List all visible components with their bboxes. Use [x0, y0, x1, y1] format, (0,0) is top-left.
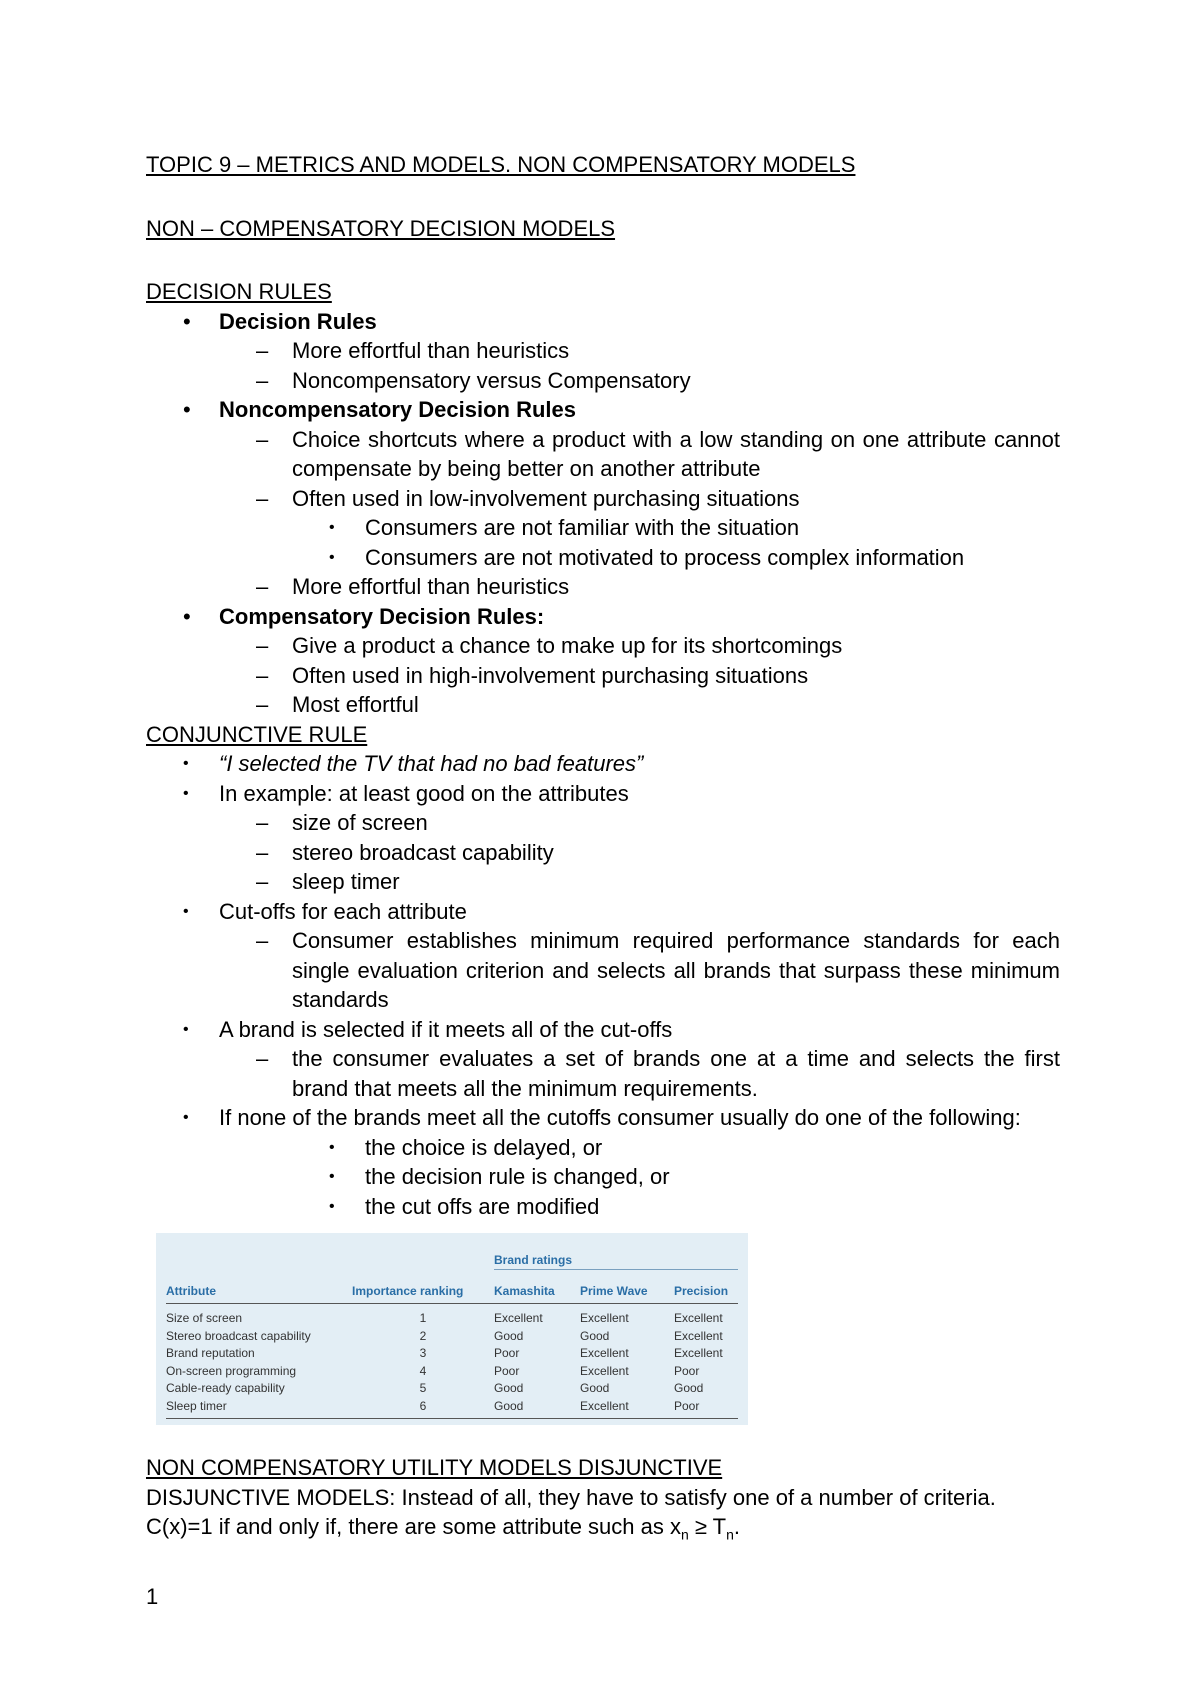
dash-icon: – [256, 839, 269, 865]
table-cell: Excellent [580, 1363, 629, 1378]
table-cell: Good [494, 1381, 524, 1395]
brand-ratings-table-image [156, 1233, 748, 1425]
table-header: Prime Wave [580, 1270, 674, 1304]
list-item: • Consumers are not familiar with the situation [146, 513, 1060, 543]
table-row [166, 1398, 738, 1419]
bullet-icon: • [329, 1138, 335, 1156]
table-cell: Sleep timer [166, 1398, 352, 1419]
table-cell: Good [580, 1328, 610, 1343]
brand-ratings-header: Brand ratings [494, 1249, 738, 1270]
table-cell: Good [580, 1381, 610, 1395]
list-item: – Often used in low-involvement purchasing situations [146, 484, 1060, 514]
dash-icon: – [256, 633, 269, 658]
table-row [166, 1304, 738, 1328]
dash-icon: – [256, 367, 269, 393]
dash-icon: – [256, 485, 269, 511]
document-title: TOPIC 9 – METRICS AND MODELS. NON COMPENSATORY MODELS [146, 152, 856, 177]
page-number: 1 [146, 1584, 159, 1609]
table-cell: Good [494, 1398, 580, 1419]
table-cell: Size of screen [166, 1311, 243, 1325]
list-item: • Cut-offs for each attribute [146, 897, 1060, 927]
table-cell: 2 [419, 1328, 427, 1343]
list-item: – Give a product a chance to make up for its shortcomings [146, 631, 1060, 661]
list-item: • In example: at least good on the attributes [146, 779, 1060, 809]
table-cell: Excellent [674, 1311, 723, 1325]
list-item: • the cut offs are modified [146, 1192, 1060, 1222]
bullet-icon: • [183, 308, 191, 334]
list-item: • If none of the brands meet all the cutoffs consumer usually do one of the following: [146, 1103, 1060, 1133]
bullet-icon: • [183, 603, 191, 629]
table-cell: Stereo broadcast capability [166, 1328, 311, 1343]
list-item: • Noncompensatory Decision Rules [146, 395, 1060, 425]
dash-icon: – [256, 338, 269, 363]
list-item: • Consumers are not motivated to process complex information [146, 543, 1060, 573]
list-item: • the choice is delayed, or [146, 1133, 1060, 1163]
bullet-icon: • [183, 784, 189, 802]
table-cell: Excellent [674, 1328, 723, 1343]
list-item: • Compensatory Decision Rules: [146, 602, 1060, 632]
dash-icon: – [256, 810, 269, 835]
table-header: Attribute [166, 1270, 352, 1304]
table-row [166, 1345, 738, 1363]
table-cell: Poor [494, 1363, 520, 1378]
table-row [166, 1328, 738, 1346]
table-cell: Brand reputation [166, 1346, 255, 1360]
list-item: • “I selected the TV that had no bad features” [146, 749, 1060, 779]
table-cell: Good [494, 1328, 524, 1343]
list-item: • the decision rule is changed, or [146, 1162, 1060, 1192]
list-item: – size of screen [146, 808, 1060, 838]
table-cell: 3 [419, 1346, 427, 1360]
table-cell: Good [674, 1381, 704, 1395]
table-cell: 6 [352, 1398, 494, 1419]
dash-icon: – [256, 1046, 269, 1071]
table-cell: Excellent [494, 1311, 543, 1325]
table-cell: Excellent [580, 1311, 629, 1325]
table-row [166, 1363, 738, 1381]
decision-rules-heading: DECISION RULES [146, 279, 332, 304]
disjunctive-paragraph: DISJUNCTIVE MODELS: Instead of all, they have to satisfy one of a number of criteria. C(x)=1 if and only if, there are some attribute such as $x_n \ge T_n$. [146, 1484, 996, 1543]
bullet-icon: • [183, 902, 189, 920]
brand-ratings-table [166, 1249, 738, 1419]
table-header: Kamashita [494, 1270, 580, 1304]
table-row [166, 1380, 738, 1398]
bullet-icon: • [183, 1020, 189, 1038]
table-cell: 4 [419, 1363, 427, 1378]
table-cell: 5 [419, 1381, 427, 1395]
list-item: – Often used in high-involvement purchasing situations [146, 661, 1060, 691]
list-item: • Decision Rules [146, 307, 1060, 337]
disjunctive-heading: NON COMPENSATORY UTILITY MODELS DISJUNCTIVE [146, 1455, 723, 1480]
bullet-icon: • [329, 1197, 335, 1215]
table-header: Precision [674, 1270, 738, 1304]
list-item: – Noncompensatory versus Compensatory [146, 366, 1060, 396]
table-header: Importance ranking [352, 1270, 494, 1304]
bullet-icon: • [183, 755, 189, 772]
dash-icon: – [256, 662, 269, 688]
bullet-icon: • [329, 548, 335, 566]
section-heading: NON – COMPENSATORY DECISION MODELS [146, 215, 616, 241]
bullet-icon: • [183, 1109, 189, 1126]
list-item: – sleep timer [146, 867, 1060, 897]
dash-icon: – [256, 692, 269, 717]
list-item: • A brand is selected if it meets all of the cut-offs [146, 1015, 1060, 1045]
bullet-icon: • [329, 519, 335, 536]
list-item: – Consumer establishes minimum required performance standards for each single evaluation criterion and selects all brands that surpass these minimum standards [256, 928, 1060, 1012]
dash-icon: – [256, 869, 269, 894]
conjunctive-heading: CONJUNCTIVE RULE [146, 721, 368, 747]
bullet-icon: • [183, 397, 191, 422]
table-cell: Excellent [580, 1346, 629, 1360]
list-item: – More effortful than heuristics [146, 572, 1060, 602]
document-content [146, 150, 1060, 1542]
dash-icon: – [256, 426, 269, 452]
list-item: – Choice shortcuts where a product with a low standing on one attribute cannot compensate by being better on another attribute [256, 426, 1060, 481]
table-cell: Cable-ready capability [166, 1381, 285, 1395]
table-cell: Poor [494, 1346, 520, 1360]
dash-icon: – [256, 574, 269, 599]
dash-icon: – [256, 928, 269, 953]
table-cell: Poor [674, 1363, 700, 1378]
table-cell: Excellent [580, 1398, 674, 1419]
list-item: – More effortful than heuristics [146, 336, 1060, 366]
table-cell: 1 [419, 1311, 427, 1325]
list-item: – stereo broadcast capability [146, 838, 1060, 868]
table-cell: On-screen programming [166, 1363, 297, 1378]
list-item: – Most effortful [146, 690, 1060, 720]
table-cell: Excellent [674, 1346, 723, 1360]
list-item: – the consumer evaluates a set of brands one at a time and selects the first brand that meets all the minimum requirements. [256, 1046, 1060, 1101]
conjunctive-list [146, 749, 1060, 1221]
table-cell: Poor [674, 1398, 738, 1419]
bullet-icon: • [329, 1168, 335, 1185]
decision-rules-list [146, 307, 1060, 720]
